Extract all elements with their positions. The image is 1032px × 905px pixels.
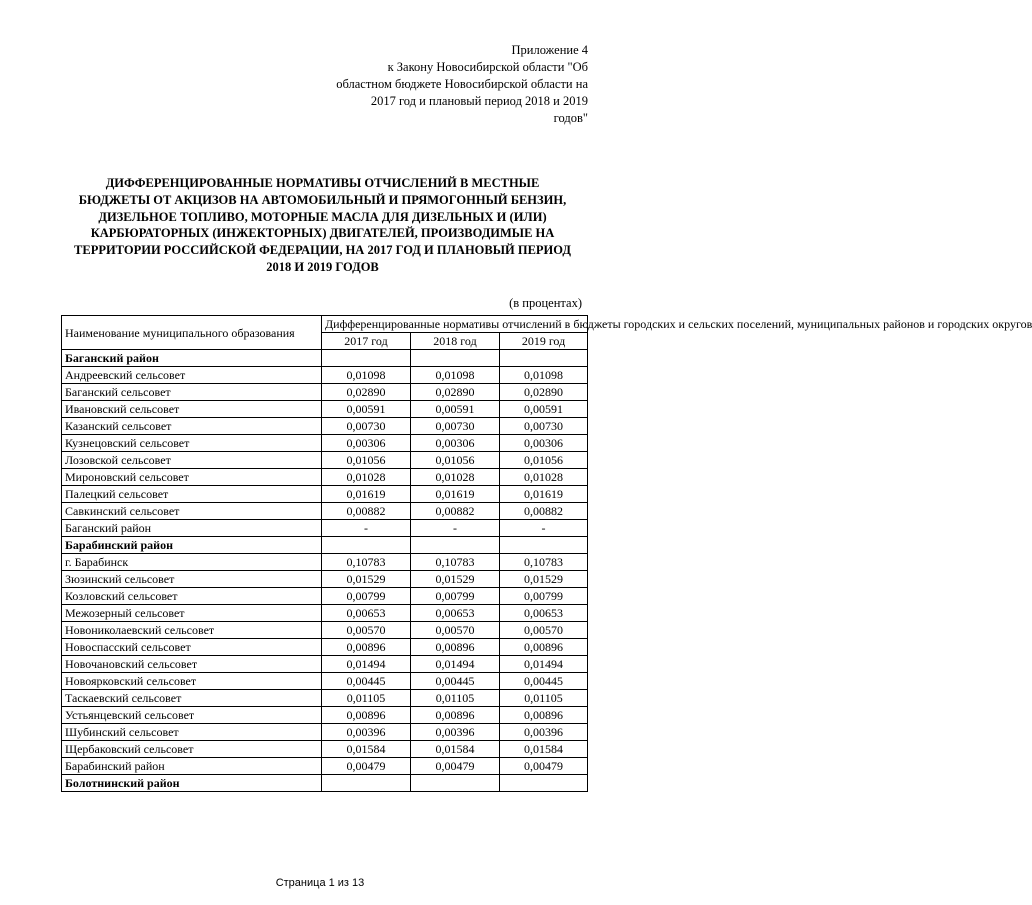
municipality-name: Палецкий сельсовет [62, 486, 322, 503]
appendix-line: 2017 год и плановый период 2018 и 2019 [370, 94, 588, 108]
norm-value: 0,02890 [500, 384, 588, 401]
table-row [62, 639, 588, 656]
norm-value: 0,01619 [411, 486, 500, 503]
table-header-row [62, 316, 588, 333]
municipality-name: Болотнинский район [62, 775, 322, 792]
table-row [62, 469, 588, 486]
page-footer: Страница 1 из 13 [275, 877, 365, 889]
table-row [62, 588, 588, 605]
municipality-name: Лозовской сельсовет [62, 452, 322, 469]
norm-value: 0,01098 [500, 367, 588, 384]
table-row [62, 724, 588, 741]
appendix-line: Приложение 4 [511, 43, 588, 57]
district-row [62, 350, 588, 367]
norm-value: 0,00570 [411, 622, 500, 639]
norm-value: 0,01619 [500, 486, 588, 503]
norm-value: 0,00730 [500, 418, 588, 435]
district-row [62, 775, 588, 792]
norm-value [500, 350, 588, 367]
norm-value: 0,00396 [500, 724, 588, 741]
norm-value: 0,00882 [500, 503, 588, 520]
municipality-name: Межозерный сельсовет [62, 605, 322, 622]
norm-value: 0,00799 [322, 588, 411, 605]
norm-value: 0,01105 [500, 690, 588, 707]
norm-value: 0,00591 [411, 401, 500, 418]
municipality-name: Барабинский район [62, 758, 322, 775]
norm-value: 0,01056 [411, 452, 500, 469]
norm-value: 0,00882 [411, 503, 500, 520]
header-name: Наименование муниципального образования [62, 316, 322, 350]
norm-value: 0,00445 [322, 673, 411, 690]
table-row [62, 367, 588, 384]
table-row [62, 673, 588, 690]
norm-value: 0,00306 [411, 435, 500, 452]
table-row [62, 418, 588, 435]
title-line: БЮДЖЕТЫ ОТ АКЦИЗОВ НА АВТОМОБИЛЬНЫЙ И ПРЯМОГОННЫЙ БЕНЗИН, [78, 192, 567, 207]
municipality-name: Козловский сельсовет [62, 588, 322, 605]
norm-value: 0,01056 [500, 452, 588, 469]
municipality-name: г. Барабинск [62, 554, 322, 571]
norm-value: 0,01529 [411, 571, 500, 588]
header-year: 2018 год [411, 333, 500, 350]
norm-value: 0,01494 [322, 656, 411, 673]
norm-value: 0,00445 [500, 673, 588, 690]
norm-value: 0,01105 [411, 690, 500, 707]
norm-value: 0,00896 [500, 707, 588, 724]
title-line: КАРБЮРАТОРНЫХ (ИНЖЕКТОРНЫХ) ДВИГАТЕЛЕЙ, ПРОИЗВОДИМЫЕ НА [90, 226, 555, 241]
norm-value: 0,01494 [500, 656, 588, 673]
appendix-line: годов" [553, 111, 588, 125]
norm-value: 0,01105 [322, 690, 411, 707]
norm-value: 0,00799 [500, 588, 588, 605]
norm-value: 0,01028 [500, 469, 588, 486]
norm-value [322, 775, 411, 792]
norm-value: 0,00896 [411, 639, 500, 656]
norm-value: 0,00799 [411, 588, 500, 605]
norm-value: 0,01494 [411, 656, 500, 673]
norm-value: - [411, 520, 500, 537]
municipality-name: Баганский район [62, 520, 322, 537]
table-row [62, 605, 588, 622]
norm-value: 0,01584 [411, 741, 500, 758]
norm-value: 0,01619 [322, 486, 411, 503]
header-year: 2019 год [500, 333, 588, 350]
norm-value: 0,00479 [411, 758, 500, 775]
header-year: 2017 год [322, 333, 411, 350]
title-line: ДИЗЕЛЬНОЕ ТОПЛИВО, МОТОРНЫЕ МАСЛА ДЛЯ ДИЗЕЛЬНЫХ И (ИЛИ) [98, 209, 547, 224]
municipality-name: Зюзинский сельсовет [62, 571, 322, 588]
norm-value: 0,00896 [322, 639, 411, 656]
table-row [62, 656, 588, 673]
norm-value: 0,00306 [322, 435, 411, 452]
municipality-name: Новочановский сельсовет [62, 656, 322, 673]
table-row [62, 435, 588, 452]
norm-value [411, 350, 500, 367]
norm-value [411, 775, 500, 792]
norm-value: 0,10783 [500, 554, 588, 571]
table-row [62, 520, 588, 537]
norm-value: 0,00653 [411, 605, 500, 622]
norm-value: 0,01056 [322, 452, 411, 469]
norm-value: - [322, 520, 411, 537]
norm-value: 0,00591 [322, 401, 411, 418]
norm-value: 0,10783 [411, 554, 500, 571]
norm-value: 0,00653 [500, 605, 588, 622]
norm-value: 0,00882 [322, 503, 411, 520]
title-line: 2018 И 2019 ГОДОВ [266, 259, 379, 274]
norm-value: 0,00570 [500, 622, 588, 639]
municipality-name: Новоярковский сельсовет [62, 673, 322, 690]
table-row [62, 690, 588, 707]
table-row [62, 384, 588, 401]
norm-value: 0,00479 [500, 758, 588, 775]
municipality-name: Мироновский сельсовет [62, 469, 322, 486]
norm-value: 0,01028 [411, 469, 500, 486]
table-row [62, 758, 588, 775]
table-row [62, 452, 588, 469]
norm-value: 0,02890 [411, 384, 500, 401]
appendix-line: к Закону Новосибирской области "Об [387, 60, 588, 74]
municipality-name: Новоспасский сельсовет [62, 639, 322, 656]
norm-value: 0,01584 [322, 741, 411, 758]
appendix-line: областном бюджете Новосибирской области на [336, 77, 588, 91]
norm-value: 0,00653 [322, 605, 411, 622]
norm-value: 0,00396 [322, 724, 411, 741]
norm-value: 0,00730 [322, 418, 411, 435]
appendix-note [288, 42, 588, 127]
norm-value: 0,01028 [322, 469, 411, 486]
norm-value: 0,00306 [500, 435, 588, 452]
norm-value [322, 537, 411, 554]
municipality-name: Таскаевский сельсовет [62, 690, 322, 707]
table-row [62, 554, 588, 571]
norm-value: 0,00896 [322, 707, 411, 724]
municipality-name: Щербаковский сельсовет [62, 741, 322, 758]
norm-value: 0,01529 [322, 571, 411, 588]
norm-value: 0,00896 [411, 707, 500, 724]
norm-value [411, 537, 500, 554]
norm-value: 0,01098 [411, 367, 500, 384]
table-row [62, 741, 588, 758]
units-note: (в процентах) [509, 296, 582, 310]
norm-value: 0,02890 [322, 384, 411, 401]
district-row [62, 537, 588, 554]
norm-value [500, 775, 588, 792]
municipality-name: Новониколаевский сельсовет [62, 622, 322, 639]
table-row [62, 622, 588, 639]
municipality-name: Баганский район [62, 350, 322, 367]
title-line: ДИФФЕРЕНЦИРОВАННЫЕ НОРМАТИВЫ ОТЧИСЛЕНИЙ В МЕСТНЫЕ [105, 176, 540, 190]
municipality-name: Ивановский сельсовет [62, 401, 322, 418]
table-row [62, 571, 588, 588]
norm-value: 0,00479 [322, 758, 411, 775]
table-row [62, 486, 588, 503]
norm-value: 0,00396 [411, 724, 500, 741]
norm-value: 0,00591 [500, 401, 588, 418]
norm-value [322, 350, 411, 367]
municipality-name: Савкинский сельсовет [62, 503, 322, 520]
norm-value: 0,01584 [500, 741, 588, 758]
municipality-name: Баганский сельсовет [62, 384, 322, 401]
norms-table [61, 315, 1032, 792]
norm-value [500, 537, 588, 554]
municipality-name: Кузнецовский сельсовет [62, 435, 322, 452]
municipality-name: Устьянцевский сельсовет [62, 707, 322, 724]
norm-value: 0,01529 [500, 571, 588, 588]
municipality-name: Казанский сельсовет [62, 418, 322, 435]
norm-value: 0,00730 [411, 418, 500, 435]
norm-value: 0,00570 [322, 622, 411, 639]
table-body [62, 316, 1032, 792]
norm-value: 0,00896 [500, 639, 588, 656]
document-title [60, 175, 585, 276]
table-row [62, 401, 588, 418]
norm-value: - [500, 520, 588, 537]
norm-value: 0,10783 [322, 554, 411, 571]
table-row [62, 503, 588, 520]
norm-value: 0,00445 [411, 673, 500, 690]
header-group: Дифференцированные нормативы отчислений в бюджеты городских и сельских поселений, муниципальных районов и городских округов [322, 316, 588, 333]
municipality-name: Шубинский сельсовет [62, 724, 322, 741]
municipality-name: Барабинский район [62, 537, 322, 554]
table-row [62, 707, 588, 724]
title-line: ТЕРРИТОРИИ РОССИЙСКОЙ ФЕДЕРАЦИИ, НА 2017 ГОД И ПЛАНОВЫЙ ПЕРИОД [74, 243, 571, 258]
municipality-name: Андреевский сельсовет [62, 367, 322, 384]
norm-value: 0,01098 [322, 367, 411, 384]
